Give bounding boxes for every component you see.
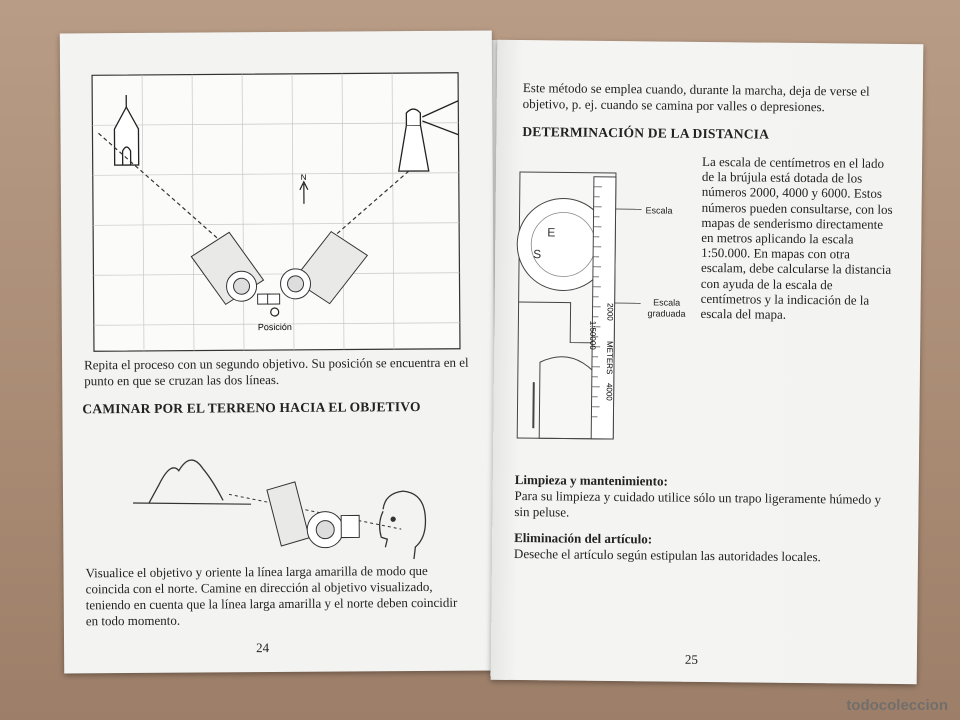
left-page: [60, 30, 496, 673]
scale-unit-meters: METERS: [604, 340, 615, 375]
section-heading-distance: DETERMINACIÓN DE LA DISTANCIA: [522, 124, 770, 142]
watermark-logo: todocoleccion: [846, 697, 948, 714]
compass-icon: [267, 481, 359, 548]
position-label: Posición: [257, 321, 292, 333]
page-number-left: 24: [256, 640, 270, 656]
cleaning-title: Limpieza y mantenimiento:: [514, 471, 668, 489]
walking-figure: [62, 418, 495, 561]
svg-text:E: E: [547, 225, 556, 240]
cleaning-text: Para su limpieza y cuidado utilice sólo un trapo ligeramente húmedo y sin peluse.: [514, 487, 882, 520]
scale-ratio: 1:50000: [588, 320, 598, 350]
disposal-title: Eliminación del artículo:: [514, 529, 653, 547]
right-page: [491, 40, 924, 684]
page-number-right: 25: [684, 651, 698, 667]
scale-number-2000: 2000: [605, 302, 615, 321]
figure-label-escala-graduada: Escala graduada: [647, 297, 686, 319]
svg-text:S: S: [533, 247, 542, 262]
person-head-icon: [379, 491, 425, 562]
paragraph-intro: Este método se emplea cuando, durante la marcha, deja de verse el objetivo, p. ej. cuando se camina por valles o depresiones.: [522, 80, 870, 115]
disposal-text: Deseche el artículo según estipulan las autoridades locales.: [513, 545, 821, 565]
triangulation-figure: [60, 30, 494, 353]
scale-number-4000: 4000: [604, 382, 614, 401]
mountain-icon: [149, 460, 223, 503]
paragraph-distance: La escala de centímetros en el lado de la brújula está dotada de los números 2000, 4000 y 6000. Estos números pueden consultarse, con los mapas de senderismo directamente en metros aplicando la escala 1:50.000. En mapas con otra escalam, debe calcularse la distancia con ayuda de la escala de centímetros y la indicación de la escala del mapa.: [700, 153, 893, 322]
paragraph-repeat-process: Repita el proceso con un segundo objetivo. Su posición se encuentra en el punto en que se cruzan las dos líneas.: [84, 354, 469, 389]
figure-label-escala: Escala: [645, 205, 673, 216]
north-label: N: [300, 172, 307, 182]
paragraph-visualize: Visualice el objetivo y oriente la línea larga amarilla de modo que coincida con el norte. Camine en dirección al objetivo visualizado, teniendo en cuenta que la línea larga amarilla y el norte deben coincidir en todo momento.: [85, 562, 458, 629]
section-heading-walk: CAMINAR POR EL TERRENO HACIA EL OBJETIVO: [82, 399, 421, 417]
